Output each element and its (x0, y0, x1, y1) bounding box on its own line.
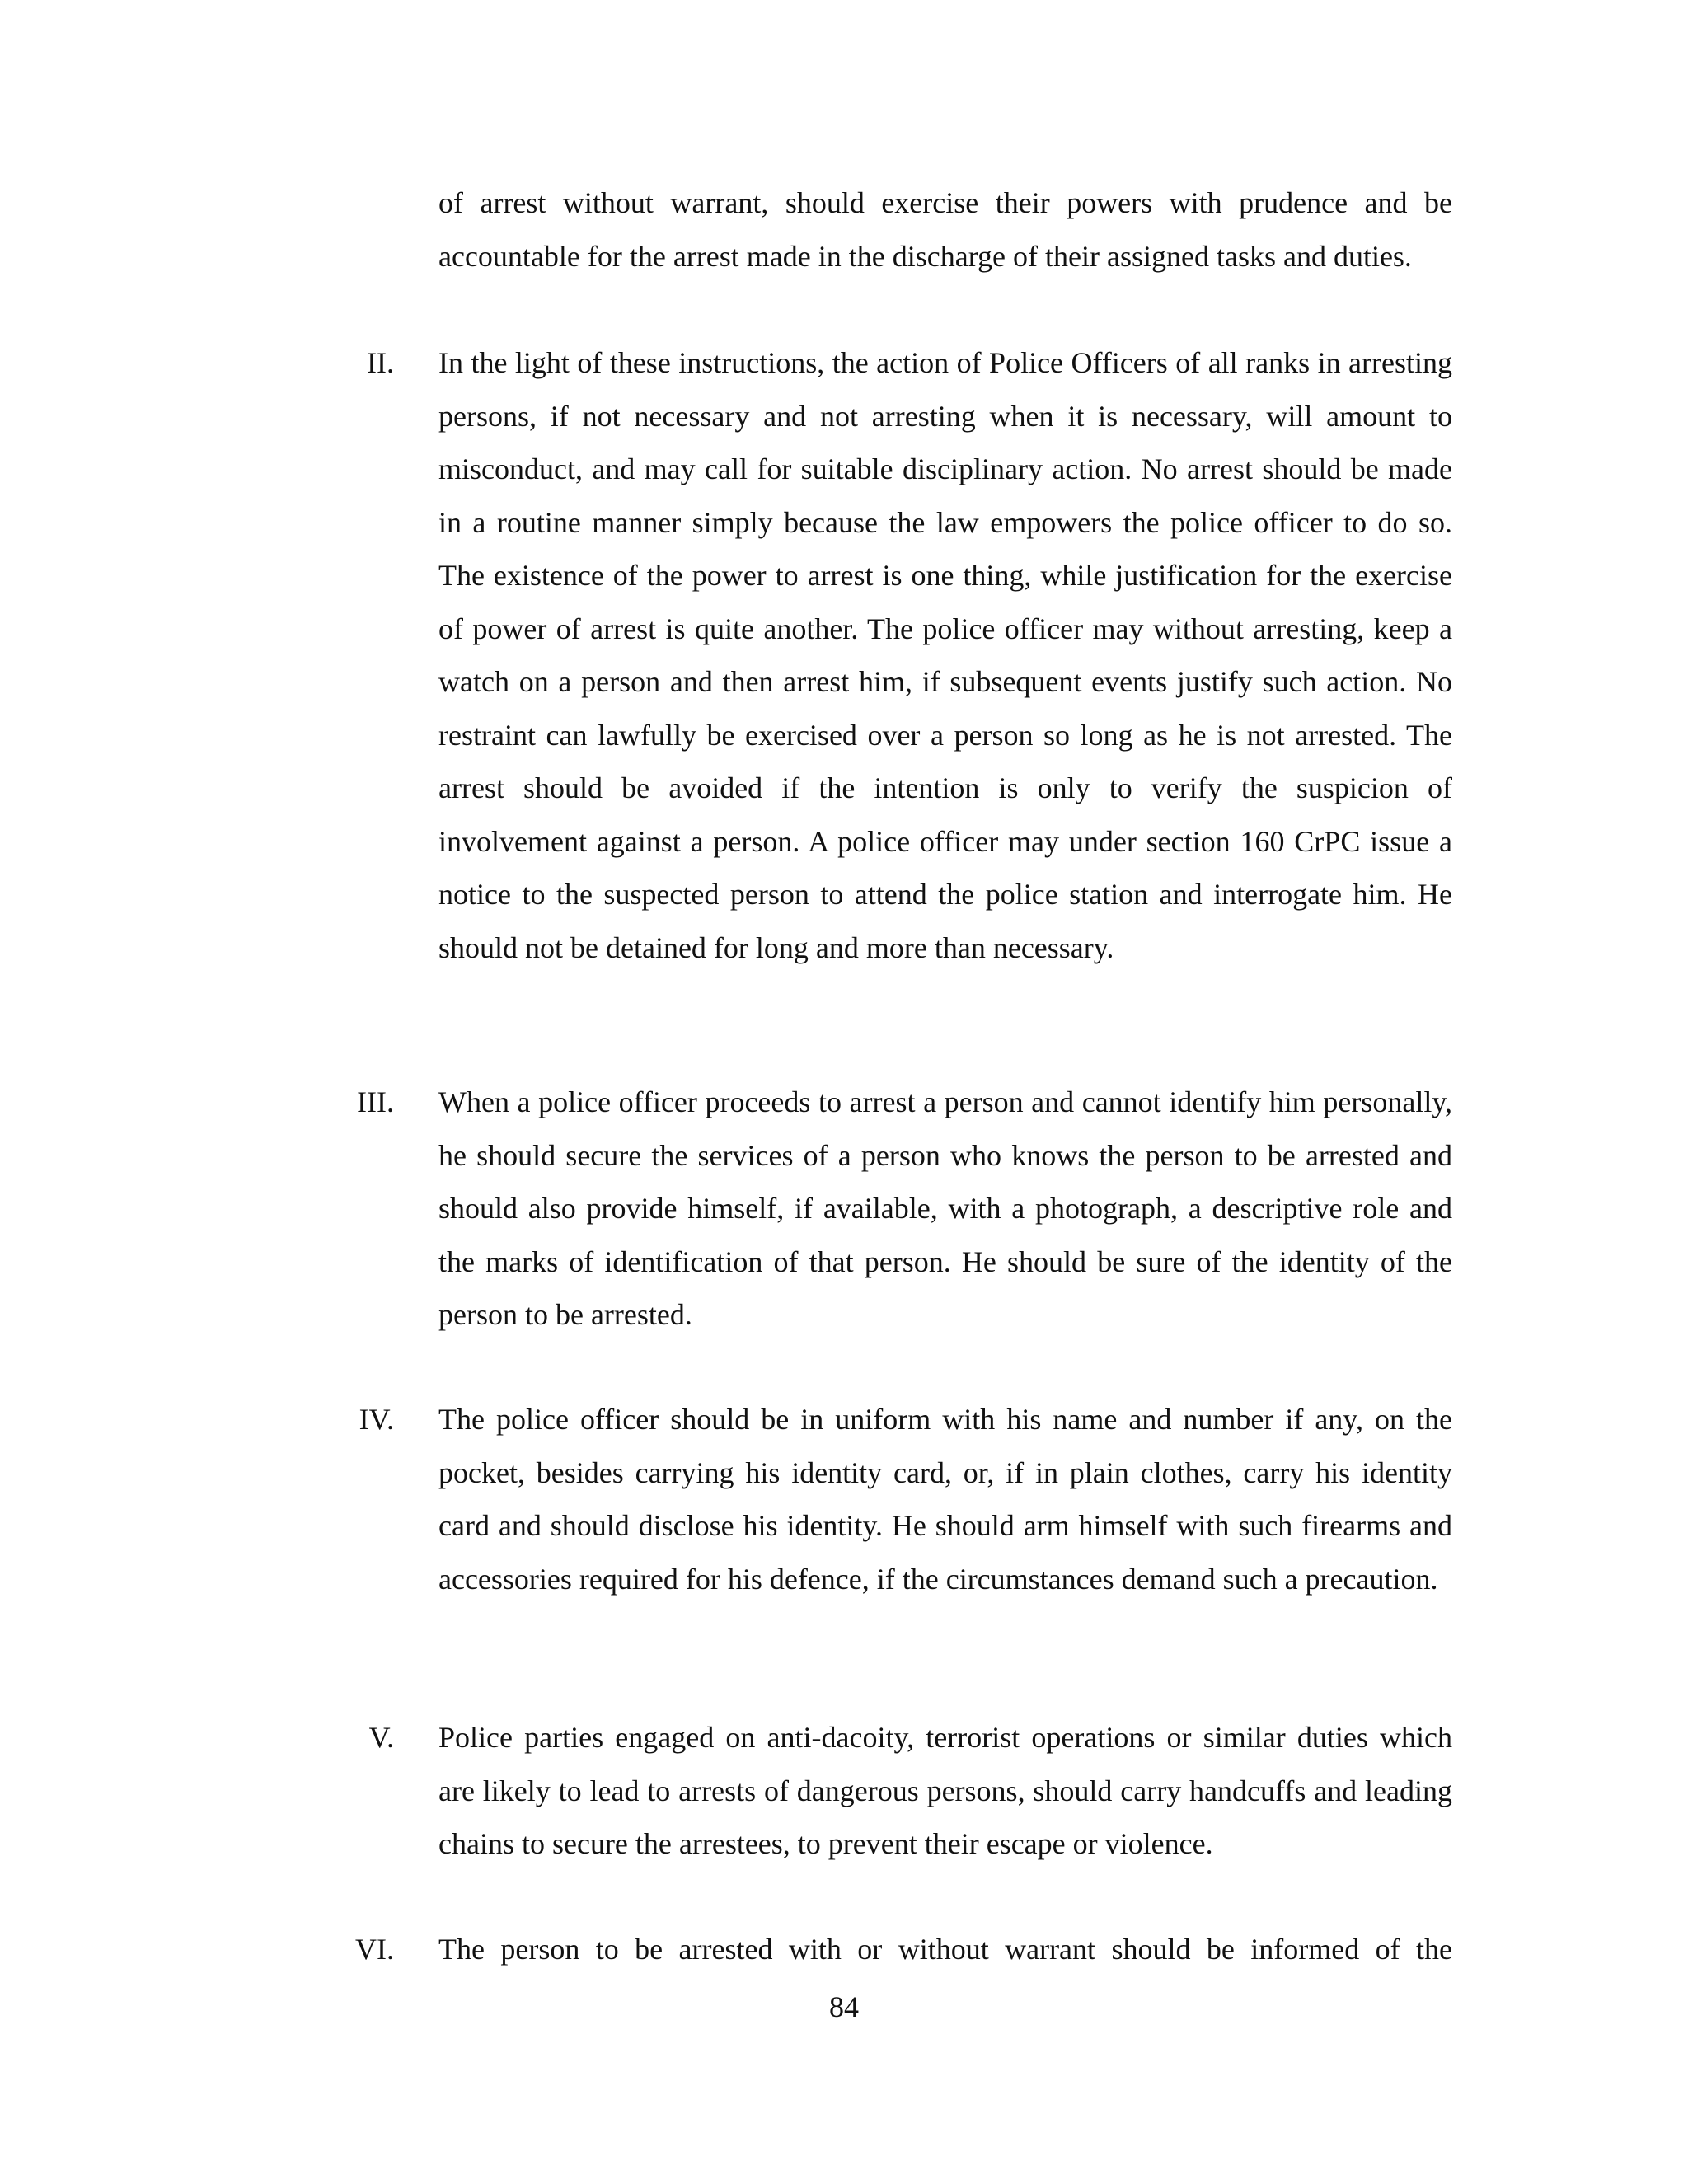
page-number: 84 (829, 1990, 859, 2023)
item-numeral-iv: IV. (359, 1403, 394, 1436)
continuation-paragraph: of arrest without warrant, should exercise their powers with prudence and be accountable for the arrest made in the discharge of their assigned tasks and duties. (438, 186, 1452, 273)
item-numeral-v: V. (368, 1721, 394, 1754)
item-paragraph-ii: In the light of these instructions, the action of Police Officers of all ranks in arresting persons, if not necessary and not arresting when it is necessary, will amount to misconduct, and may call for suitable disciplinary action. No arrest should be made in a routine manner simply because the law empowers the police officer to do so. The existence of the power to arrest is one thing, while justification for the exercise of power of arrest is quite another. The police officer may without arresting, keep a watch on a person and then arrest him, if subsequent events justify such action. No restraint can lawfully be exercised over a person so long as he is not arrested. The arrest should be avoided if the intention is only to verify the suspicion of involvement against a person. A police officer may under section 160 CrPC issue a notice to the suspected person to attend the police station and interrogate him. He should not be detained for long and more than necessary. (438, 346, 1452, 964)
item-paragraph-v: Police parties engaged on anti-dacoity, terrorist operations or similar duties which are likely to lead to arrests of dangerous persons, should carry handcuffs and leading chains to secure the arrestees, to prevent their escape or violence. (438, 1721, 1452, 1860)
item-numeral-vi: VI. (355, 1933, 394, 1966)
item-numeral-ii: II. (367, 346, 394, 379)
item-paragraph-vi: The person to be arrested with or without warrant should be informed of the (438, 1933, 1452, 1966)
item-paragraph-iv: The police officer should be in uniform with his name and number if any, on the pocket, besides carrying his identity card, or, if in plain clothes, carry his identity card and should disclose his identity. He should arm himself with such firearms and accessories required for his defence, if the circumstances demand such a precaution. (438, 1403, 1452, 1596)
item-paragraph-iii: When a police officer proceeds to arrest a person and cannot identify him personally, he should secure the services of a person who knows the person to be arrested and should also provide himself, if available, with a photograph, a descriptive role and the marks of identification of that person. He should be sure of the identity of the person to be arrested. (438, 1085, 1452, 1331)
item-numeral-iii: III. (357, 1085, 394, 1118)
